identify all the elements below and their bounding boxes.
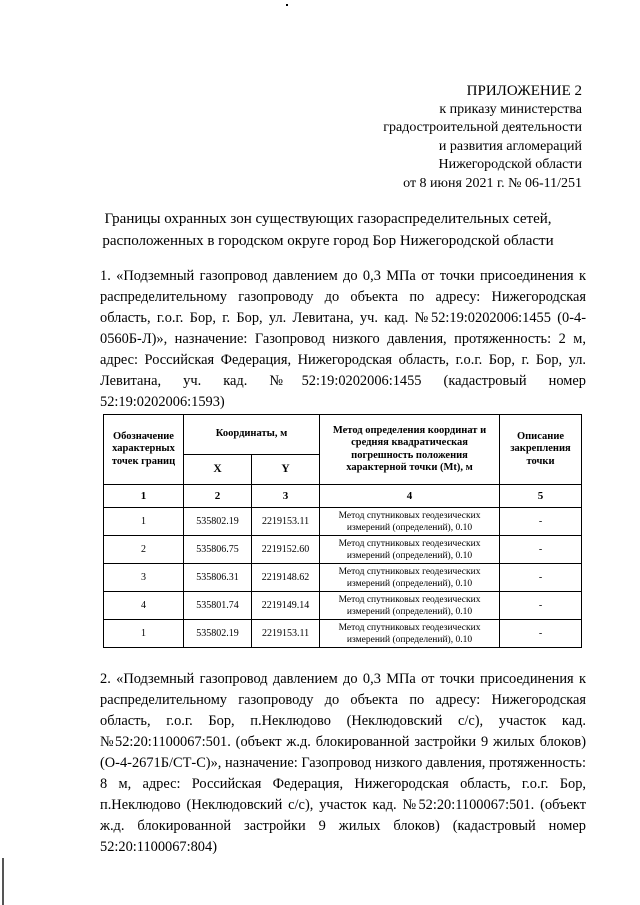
scan-speck [286, 4, 288, 6]
cell-description: - [500, 536, 582, 564]
table-row [104, 620, 582, 648]
cell-point: 2 [104, 536, 184, 564]
cell-x: 535802.19 [184, 620, 252, 648]
cell-point: 1 [104, 508, 184, 536]
appendix-title: ПРИЛОЖЕНИЕ 2 [466, 83, 582, 99]
cell-point: 3 [104, 564, 184, 592]
cell-method: Метод спутниковых геодезических измерений (определений), 0.10 [320, 508, 500, 536]
table-row [104, 508, 582, 536]
header-line: Нижегородской области [438, 157, 582, 172]
paragraph-1: 1. «Подземный газопровод давлением до 0,3 МПа от точки присоединения к распределительному газопроводу до объекта по адресу: Нижегородская область, г.о.г. Бор, г. Бор, ул. Левитана, уч. кад. №52:19:0202006:1455 (0-4-0560Б-Л)», назначение: Газопровод низкого давления, протяженность: 2 м, адрес: Российская Федерация, Нижегородская область, г.о.г. Бор, г. Бор, ул. Левитана, уч. кад. №52:19:0202006:1455 (кадастровый номер 52:19:0202006:1593) [100, 268, 586, 410]
header-coordinates: Координаты, м [184, 415, 320, 455]
cell-y: 2219153.11 [252, 620, 320, 648]
appendix-header [383, 82, 582, 193]
table-row [104, 592, 582, 620]
cell-y: 2219152.60 [252, 536, 320, 564]
cell-point: 1 [104, 620, 184, 648]
cell-y: 2219153.11 [252, 508, 320, 536]
cell-method: Метод спутниковых геодезических измерений (определений), 0.10 [320, 564, 500, 592]
cell-x: 535806.75 [184, 536, 252, 564]
header-line: и развития агломераций [438, 138, 582, 154]
column-number: 5 [500, 485, 582, 508]
cell-point: 4 [104, 592, 184, 620]
cell-method: Метод спутниковых геодезических измерений (определений), 0.10 [320, 536, 500, 564]
header-y: Y [252, 455, 320, 485]
cell-description: - [500, 620, 582, 648]
cell-method: Метод спутниковых геодезических измерений (определений), 0.10 [320, 620, 500, 648]
cell-y: 2219149.14 [252, 592, 320, 620]
table-row [104, 564, 582, 592]
cell-x: 535806.31 [184, 564, 252, 592]
header-line: градостроительной деятельности [383, 120, 582, 135]
header-line: к приказу министерства [439, 101, 582, 117]
cell-description: - [500, 508, 582, 536]
title-line: Границы охранных зон существующих газораспределительных сетей, [104, 211, 552, 227]
document-title [88, 208, 568, 252]
cell-x: 535802.19 [184, 508, 252, 536]
header-x: X [184, 455, 252, 485]
header-line: от 8 июня 2021 г. № 06-11/251 [403, 175, 582, 191]
column-number: 3 [252, 485, 320, 508]
header-method: Метод определения координат и средняя квадратическая погрешность положения характерной точки (Mt), м [320, 415, 500, 485]
header-designation: Обозначение характерных точек границ [104, 415, 184, 485]
header-description: Описание закрепления точки [500, 415, 582, 485]
cell-method: Метод спутниковых геодезических измерений (определений), 0.10 [320, 592, 500, 620]
cell-description: - [500, 592, 582, 620]
scan-edge-line [2, 858, 4, 905]
column-number: 4 [320, 485, 500, 508]
table-row [104, 536, 582, 564]
column-number-row [104, 485, 582, 508]
paragraph-2: 2. «Подземный газопровод давлением до 0,3 МПа от точки присоединения к распределительному газопроводу до объекта по адресу: Нижегородская область, г.о.г. Бор, п.Неклюдово (Неклюдовский с/с), участок кад. №52:20:1100067:501. (объект ж.д. блокированной застройки 9 жилых блоков) (О-4-2671Б/СТ-С)», назначение: Газопровод низкого давления, протяженность: 8 м, адрес: Российская Федерация, Нижегородская область, г.о.г. Бор, п.Неклюдово (Неклюдовский с/с), участок кад. №52:20:1100067:501. (объект ж.д. блокированной застройки 9 жилых блоков) (кадастровый номер 52:20:1100067:804) [100, 671, 586, 855]
coordinates-table [103, 414, 582, 648]
cell-description: - [500, 564, 582, 592]
cell-x: 535801.74 [184, 592, 252, 620]
title-line: расположенных в городском округе город Бор Нижегородской области [102, 233, 554, 249]
cell-y: 2219148.62 [252, 564, 320, 592]
column-number: 1 [104, 485, 184, 508]
column-number: 2 [184, 485, 252, 508]
